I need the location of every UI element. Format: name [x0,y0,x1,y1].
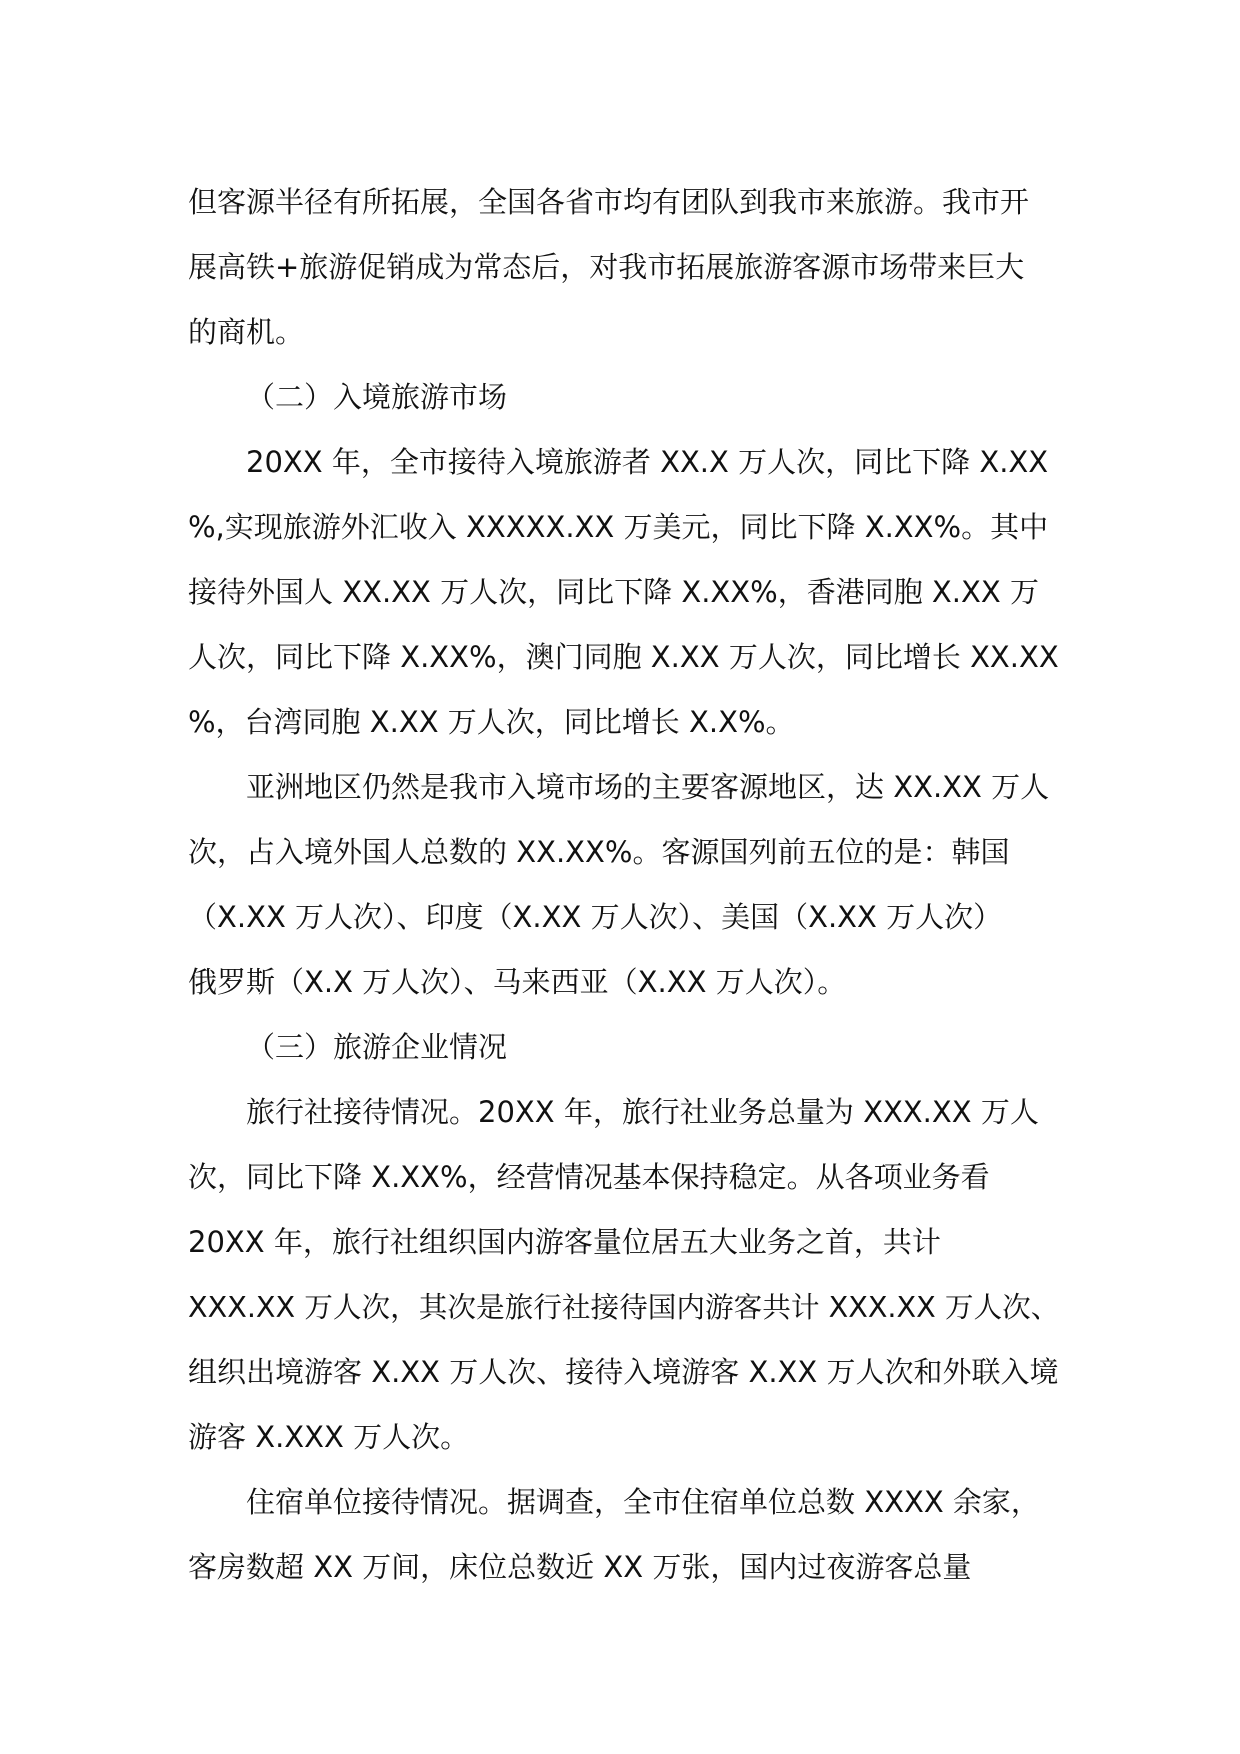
text-line: 接待外国人 XX.XX 万人次，同比下降 X.XX%，香港同胞 X.XX 万 [188,575,1039,609]
text-line: %,实现旅游外汇收入 XXXXX.XX 万美元，同比下降 X.XX%。其中 [188,510,1049,544]
text-line: 20XX 年，全市接待入境旅游者 XX.X 万人次，同比下降 X.XX [246,445,1049,479]
text-line: 的商机。 [188,315,305,349]
text-line: （二）入境旅游市场 [246,380,508,414]
text-line: 游客 X.XXX 万人次。 [188,1420,470,1454]
text-line: 组织出境游客 X.XX 万人次、接待入境游客 X.XX 万人次和外联入境 [188,1355,1059,1389]
text-line: 旅行社接待情况。20XX 年，旅行社业务总量为 XXX.XX 万人 [246,1095,1039,1129]
text-line: 住宿单位接待情况。据调查，全市住宿单位总数 XXXX 余家， [246,1485,1040,1519]
text-line: （X.XX 万人次）、印度（X.XX 万人次）、美国（X.XX 万人次） [188,900,1003,934]
text-line: 人次，同比下降 X.XX%，澳门同胞 X.XX 万人次，同比增长 XX.XX [188,640,1059,674]
text-line: XXX.XX 万人次，其次是旅行社接待国内游客共计 XXX.XX 万人次、 [188,1290,1060,1324]
text-line: 次，同比下降 X.XX%，经营情况基本保持稳定。从各项业务看 [188,1160,990,1194]
text-line: 次，占入境外国人总数的 XX.XX%。客源国列前五位的是：韩国 [188,835,1010,869]
text-line: 但客源半径有所拓展，全国各省市均有团队到我市来旅游。我市开 [188,185,1030,219]
text-line: （三）旅游企业情况 [246,1030,508,1064]
text-line: 客房数超 XX 万间，床位总数近 XX 万张，国内过夜游客总量 [188,1550,972,1584]
body-text [188,170,1060,1600]
text-line: 亚洲地区仍然是我市入境市场的主要客源地区，达 XX.XX 万人 [246,770,1050,804]
text-line: %，台湾同胞 X.XX 万人次，同比增长 X.X%。 [188,705,795,739]
text-line: 俄罗斯（X.X 万人次）、马来西亚（X.XX 万人次）。 [188,965,847,999]
text-line: 展高铁+旅游促销成为常态后，对我市拓展旅游客源市场带来巨大 [188,250,1025,284]
text-line: 20XX 年，旅行社组织国内游客量位居五大业务之首，共计 [188,1225,941,1259]
